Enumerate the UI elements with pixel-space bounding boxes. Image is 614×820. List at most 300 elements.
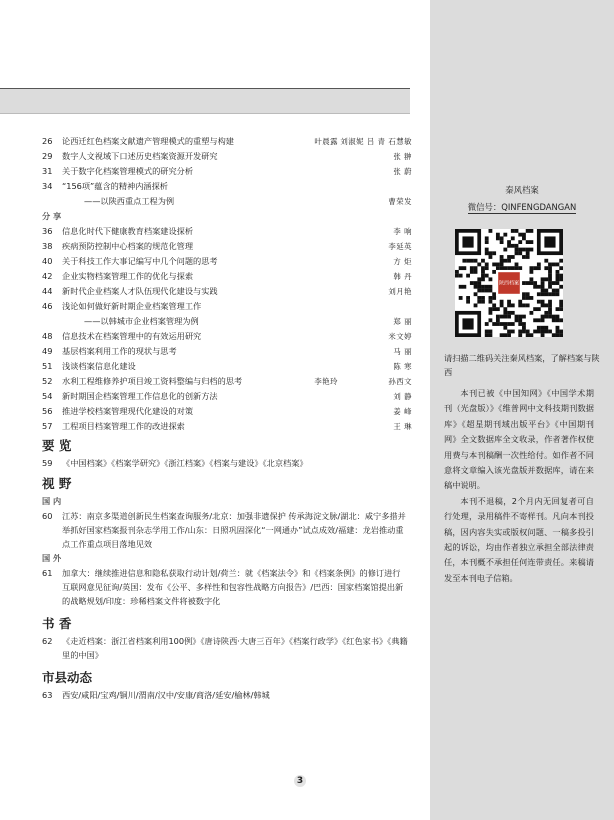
notice-paragraph-1: 本刊已被《中国知网》《中国学术期刊（光盘版）》《维普网中文科技期刊数据库》《超星期刊域出版平台》《中国期刊网》全文数据库全文收录，作者著作权使用费与本刊稿酬一次性给付。如作者不同意将文章编入该光盘版并数据库，请在来稿中说明。	[444, 388, 594, 491]
foreign-entry	[40, 566, 412, 608]
qr-module	[507, 330, 511, 334]
qr-module	[522, 248, 526, 252]
toc-entry	[40, 419, 412, 434]
qr-module	[503, 333, 507, 337]
qr-module	[518, 251, 522, 255]
qr-module	[544, 303, 548, 307]
qr-module	[507, 315, 511, 319]
qr-module	[489, 251, 493, 255]
foreign-text: 加拿大：继续推进信息和隐私获取行动计划/荷兰：就《档案法令》和《档案条例》的修订进行互联网意见征询/英国：发布《公平、多样性和包容性战略方向报告》/巴西：国家档案馆提出新的战略规划/印度：珍稀档案文件将被数字化	[62, 568, 404, 606]
qr-module	[500, 255, 504, 259]
toc-entry	[40, 194, 412, 209]
foreign-label: 国 外	[42, 553, 62, 563]
qr-module	[500, 236, 504, 240]
toc-entry-title: 基层档案利用工作的现状与思考	[62, 346, 177, 356]
section-shixian-label: 市县动态	[42, 670, 93, 685]
qr-module	[492, 292, 496, 296]
qr-module	[541, 326, 545, 330]
qr-module	[515, 315, 519, 319]
toc-top-list	[40, 134, 412, 209]
toc-entry	[40, 314, 412, 329]
qr-module	[481, 296, 485, 300]
qr-module	[500, 259, 504, 263]
qr-module	[477, 281, 481, 285]
qr-module	[544, 315, 548, 319]
qr-module	[537, 326, 541, 330]
qr-module	[556, 277, 560, 281]
qr-module	[489, 311, 493, 315]
qr-module	[529, 296, 533, 300]
qr-module	[489, 333, 493, 337]
toc-entry	[40, 329, 412, 344]
qr-finder-inner	[544, 236, 555, 247]
qr-module	[489, 300, 493, 304]
wechat-id-text: 微信号：QINFENGDANGAN	[467, 202, 577, 212]
qr-module	[481, 289, 485, 293]
domestic-text: 江苏：南京多渠道创新民生档案查询服务/北京：加强非遗保护 传承海淀文脉/湖北：咸宁多措并举抓好国家档案报刊杂志学用工作/山东：日照巩固深化“一网通办”试点成效/福建：龙岩推动重点工作重点项目落地见效	[62, 511, 406, 549]
qr-module	[529, 229, 533, 233]
qr-module	[492, 307, 496, 311]
qr-module	[507, 333, 511, 337]
toc-entry	[40, 284, 412, 299]
qr-module	[507, 322, 511, 326]
qr-module	[496, 318, 500, 322]
qr-module	[537, 330, 541, 334]
toc-entry-authors: 王 琳	[393, 422, 412, 431]
qr-module	[529, 270, 533, 274]
toc-entry-page: 31	[42, 166, 53, 176]
qr-module	[455, 274, 459, 278]
qr-module	[518, 300, 522, 304]
qr-module	[537, 318, 541, 322]
qr-module	[459, 274, 463, 278]
qr-module	[548, 330, 552, 334]
qr-module	[489, 318, 493, 322]
qr-module	[559, 318, 563, 322]
qr-module	[507, 255, 511, 259]
qr-module	[537, 266, 541, 270]
toc-entry	[40, 269, 412, 284]
qr-module	[474, 259, 478, 263]
qr-module	[526, 251, 530, 255]
domestic-entry	[40, 509, 412, 551]
qr-module	[526, 330, 530, 334]
qr-module	[500, 266, 504, 270]
qr-module	[533, 318, 537, 322]
qr-module	[541, 330, 545, 334]
sidebar-title: 秦风档案	[505, 185, 539, 195]
qr-module	[537, 292, 541, 296]
qr-module	[548, 307, 552, 311]
qr-module	[503, 311, 507, 315]
toc-entry-page: 44	[42, 286, 53, 296]
qr-module	[511, 311, 515, 315]
qr-module	[496, 236, 500, 240]
toc-entry-title: 数字人文视域下口述历史档案资源开发研究	[62, 151, 218, 161]
qr-module	[515, 248, 519, 252]
toc-entry	[40, 239, 412, 254]
qr-module	[541, 281, 545, 285]
qr-module	[541, 333, 545, 337]
qr-module	[507, 259, 511, 263]
qr-module	[518, 233, 522, 237]
qr-module	[526, 281, 530, 285]
qr-module	[548, 285, 552, 289]
qr-module	[470, 281, 474, 285]
qr-module	[455, 270, 459, 274]
qr-module	[518, 318, 522, 322]
yaolan-text: 《中国档案》《档案学研究》《浙江档案》《档案与建设》《北京档案》	[62, 458, 308, 468]
toc-entry-title: 新时代企业档案人才队伍现代化建设与实践	[62, 286, 218, 296]
qr-module	[559, 300, 563, 304]
qr-module	[489, 255, 493, 259]
toc-entry-page: 46	[42, 301, 53, 311]
toc-entry	[40, 149, 412, 164]
qr-module	[541, 289, 545, 293]
qr-module	[511, 303, 515, 307]
toc-entry-title: 信息技术在档案管理中的有效运用研究	[62, 331, 202, 341]
qr-module	[496, 263, 500, 267]
qr-module	[544, 292, 548, 296]
qr-module	[544, 330, 548, 334]
qr-module	[541, 285, 545, 289]
qr-module	[492, 270, 496, 274]
qr-module	[503, 322, 507, 326]
qr-module	[541, 300, 545, 304]
table-of-contents	[40, 134, 412, 702]
qr-module	[485, 322, 489, 326]
qr-module	[474, 270, 478, 274]
qr-module	[462, 259, 466, 263]
qr-module	[559, 303, 563, 307]
toc-entry	[40, 389, 412, 404]
toc-entry-page: 51	[42, 361, 53, 371]
qr-module	[529, 248, 533, 252]
qr-module	[548, 274, 552, 278]
qr-module	[481, 259, 485, 263]
toc-entry	[40, 374, 412, 389]
qr-module	[507, 300, 511, 304]
qr-module	[485, 236, 489, 240]
qr-module	[507, 244, 511, 248]
qr-module	[462, 285, 466, 289]
toc-entry-authors-secondary: 李艳玲	[314, 377, 338, 386]
qr-module	[526, 333, 530, 337]
qr-module	[485, 248, 489, 252]
qr-module	[544, 311, 548, 315]
qr-module	[529, 266, 533, 270]
toc-entry-title: 疾病预防控制中心档案的规范化管理	[62, 241, 194, 251]
qr-module	[492, 251, 496, 255]
qr-module	[533, 285, 537, 289]
copyright-notice	[444, 386, 594, 586]
qr-module	[466, 274, 470, 278]
qr-module	[559, 274, 563, 278]
toc-entry-title: “156项”蕴含的精神内涵探析	[62, 181, 168, 191]
toc-entry-page: 48	[42, 331, 53, 341]
qr-module	[548, 300, 552, 304]
section-shuxiang-label: 书 香	[42, 616, 72, 631]
qr-module	[518, 248, 522, 252]
qr-module	[556, 333, 560, 337]
toc-entry	[40, 164, 412, 179]
domestic-label: 国 内	[42, 496, 62, 506]
toc-entry-page: 29	[42, 151, 53, 161]
qr-module	[556, 270, 560, 274]
qr-module	[518, 315, 522, 319]
toc-entry-authors: 刘淑妮 吕 青 石慧敏	[340, 137, 412, 146]
qr-module	[559, 333, 563, 337]
toc-entry-page: 52	[42, 376, 53, 386]
qr-module	[481, 277, 485, 281]
toc-entry-authors: 米文婷	[388, 332, 412, 341]
qr-module	[518, 303, 522, 307]
qr-module	[526, 255, 530, 259]
qr-module	[544, 259, 548, 263]
toc-entry-authors: 李 响	[393, 227, 412, 236]
toc-entry-page: 38	[42, 241, 53, 251]
toc-entry-page: 40	[42, 256, 53, 266]
toc-entry	[40, 224, 412, 239]
qr-finder-inner	[462, 318, 473, 329]
toc-entry-authors-secondary: 叶晨露	[314, 137, 338, 146]
page-number: 3	[294, 775, 306, 787]
qr-module	[503, 266, 507, 270]
qr-module	[526, 296, 530, 300]
qr-module	[500, 315, 504, 319]
qr-module	[511, 244, 515, 248]
qr-module	[518, 333, 522, 337]
toc-entry-authors: 刘 静	[393, 392, 412, 401]
foreign-page: 61	[42, 568, 53, 578]
qr-module	[544, 266, 548, 270]
qr-module	[518, 240, 522, 244]
qr-module	[515, 266, 519, 270]
qr-module	[515, 318, 519, 322]
qr-module	[511, 322, 515, 326]
qr-module	[459, 296, 463, 300]
qr-code[interactable]	[455, 229, 563, 337]
toc-entry-authors: 刘月艳	[388, 287, 412, 296]
qr-module	[529, 240, 533, 244]
qr-module	[548, 315, 552, 319]
qr-module	[526, 248, 530, 252]
qr-module	[503, 259, 507, 263]
qr-module	[489, 289, 493, 293]
qr-module	[544, 289, 548, 293]
qr-module	[559, 330, 563, 334]
qr-module	[481, 266, 485, 270]
qr-module	[522, 330, 526, 334]
qr-module	[518, 322, 522, 326]
qr-module	[529, 311, 533, 315]
qr-module	[492, 296, 496, 300]
domestic-page: 60	[42, 511, 53, 521]
qr-module	[548, 266, 552, 270]
toc-entry-title: 浅论如何做好新时期企业档案管理工作	[62, 301, 202, 311]
toc-entry-authors: 韩 丹	[393, 272, 412, 281]
qr-module	[518, 330, 522, 334]
qr-module	[522, 281, 526, 285]
qr-module	[485, 266, 489, 270]
toc-entry-authors: 姜 峰	[393, 407, 412, 416]
section-share-label: 分 享	[42, 211, 62, 221]
qr-module	[481, 274, 485, 278]
shixian-entry	[40, 688, 412, 702]
qr-module	[552, 292, 556, 296]
wechat-id	[430, 201, 614, 213]
qr-module	[552, 333, 556, 337]
qr-module	[522, 233, 526, 237]
qr-module	[544, 277, 548, 281]
qr-module	[489, 277, 493, 281]
qr-module	[522, 296, 526, 300]
qr-module	[496, 315, 500, 319]
shuxiang-page: 62	[42, 636, 53, 646]
qr-module	[470, 266, 474, 270]
toc-entry-page: 56	[42, 406, 53, 416]
qr-module	[474, 281, 478, 285]
qr-module	[466, 296, 470, 300]
qr-module	[485, 251, 489, 255]
header-band	[0, 88, 410, 114]
qr-module	[485, 285, 489, 289]
shixian-text: 西安/咸阳/宝鸡/铜川/渭南/汉中/安康/商洛/延安/榆林/韩城	[62, 690, 270, 700]
toc-entry-title: 关于数字化档案管理模式的研究分析	[62, 166, 194, 176]
qr-module	[548, 277, 552, 281]
qr-module	[552, 318, 556, 322]
qr-module	[485, 274, 489, 278]
qr-module	[496, 266, 500, 270]
qr-module	[507, 240, 511, 244]
qr-module	[556, 330, 560, 334]
qr-module	[459, 266, 463, 270]
qr-module	[489, 229, 493, 233]
qr-module	[541, 318, 545, 322]
qr-module	[503, 307, 507, 311]
qr-module	[522, 303, 526, 307]
qr-module	[477, 296, 481, 300]
qr-module	[503, 248, 507, 252]
qr-module	[522, 292, 526, 296]
qr-module	[556, 289, 560, 293]
qr-module	[537, 300, 541, 304]
toc-entry-authors: 曹荣发	[388, 197, 412, 206]
qr-module	[500, 333, 504, 337]
qr-module	[552, 315, 556, 319]
toc-entry-authors: 李延英	[388, 242, 412, 251]
toc-entry	[40, 299, 412, 314]
qr-module	[559, 277, 563, 281]
qr-module	[477, 277, 481, 281]
qr-module	[537, 307, 541, 311]
seal-text: 陕西档案	[498, 280, 520, 287]
qr-module	[492, 303, 496, 307]
qr-module	[533, 281, 537, 285]
toc-entry-title: 关于科技工作大事记编写中几个问题的思考	[62, 256, 218, 266]
qr-module	[533, 266, 537, 270]
toc-entry-page: 34	[42, 181, 53, 191]
qr-module	[552, 263, 556, 267]
toc-entry-page: 26	[42, 136, 53, 146]
qr-module	[544, 326, 548, 330]
qr-module	[462, 266, 466, 270]
qr-module	[552, 289, 556, 293]
qr-module	[515, 244, 519, 248]
qr-module	[470, 259, 474, 263]
toc-entry-title: 工程项目档案管理工作的改进探索	[62, 421, 185, 431]
toc-entry-authors: 陈 寒	[393, 362, 412, 371]
qr-module	[515, 251, 519, 255]
toc-entry-authors: 方 炬	[393, 257, 412, 266]
toc-entry-title: 推进学校档案管理现代化建设的对策	[62, 406, 194, 416]
qr-module	[526, 292, 530, 296]
qr-module	[492, 263, 496, 267]
toc-entry	[40, 404, 412, 419]
qr-module	[507, 266, 511, 270]
toc-share-list	[40, 224, 412, 434]
qr-module	[511, 255, 515, 259]
qr-module	[559, 307, 563, 311]
toc-entry-page: 57	[42, 421, 53, 431]
qr-module	[474, 303, 478, 307]
qr-module	[522, 255, 526, 259]
qr-module	[477, 285, 481, 289]
qr-module	[548, 311, 552, 315]
qr-module	[515, 229, 519, 233]
qr-module	[537, 263, 541, 267]
qr-module	[503, 233, 507, 237]
qr-module	[496, 322, 500, 326]
shuxiang-entry	[40, 634, 412, 662]
qr-module	[548, 263, 552, 267]
qr-module	[533, 330, 537, 334]
toc-entry-title: 信息化时代下健康教育档案建设探析	[62, 226, 194, 236]
qr-module	[541, 292, 545, 296]
toc-entry	[40, 359, 412, 374]
qr-module	[548, 303, 552, 307]
qr-module	[503, 326, 507, 330]
qr-module	[511, 330, 515, 334]
qr-module	[481, 285, 485, 289]
qr-module	[489, 330, 493, 334]
toc-entry-title: 新时期国企档案管理工作信息化的创新方法	[62, 391, 218, 401]
qr-module	[529, 281, 533, 285]
toc-entry-title: ——以陕西重点工程为例	[84, 196, 175, 206]
notice-paragraph-2: 本刊不退稿，2个月内无回复者可自行处理，录用稿件不寄样刊。凡向本刊投稿，因内容失实或版权问题、一稿多投引起的诉讼，均由作者独立承担全部法律责任，本刊概不承担任何连带责任。来稿请发至本刊电子信箱。	[444, 495, 594, 583]
qr-module	[481, 300, 485, 304]
qr-module	[556, 326, 560, 330]
qr-module	[518, 266, 522, 270]
qr-module	[470, 270, 474, 274]
qr-caption: 请扫描二维码关注秦风档案，了解档案与陕西	[444, 353, 600, 377]
toc-entry-authors: 郑 丽	[393, 317, 412, 326]
qr-module	[477, 263, 481, 267]
toc-entry	[40, 254, 412, 269]
qr-module	[526, 229, 530, 233]
qr-module	[492, 322, 496, 326]
qr-module	[541, 277, 545, 281]
qr-module	[552, 281, 556, 285]
toc-entry-title: 水利工程维修养护项目竣工资料整编与归档的思考	[62, 376, 243, 386]
qr-module	[500, 303, 504, 307]
toc-entry-authors: 张 蔚	[393, 167, 412, 176]
toc-entry-page: 36	[42, 226, 53, 236]
qr-module	[477, 289, 481, 293]
qr-module	[507, 311, 511, 315]
qr-module	[515, 263, 519, 267]
qr-module	[548, 281, 552, 285]
